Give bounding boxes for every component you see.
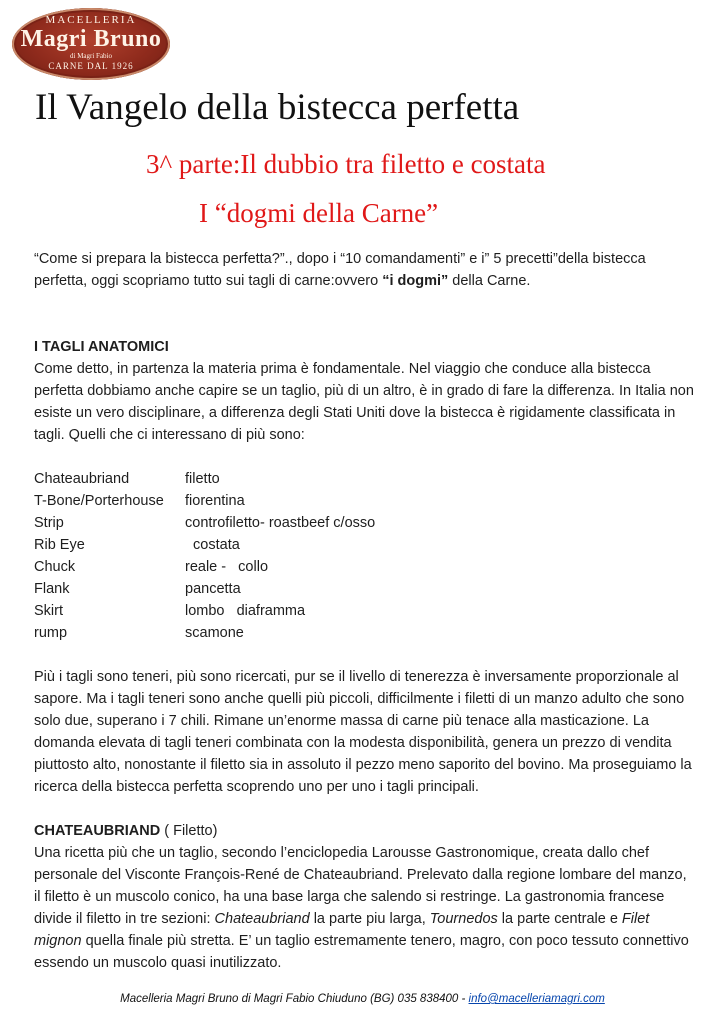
cut-name-it: lombo diaframma xyxy=(185,603,306,619)
section-heading-note: ( Filetto) xyxy=(160,823,218,839)
chateaubriand-text-1: Una ricetta più che un taglio, secondo l’enciclopedia Larousse Gastronomique, creata dallo chef personale del Visconte François-René de Chateaubriand. Prelevato dalla regione lombare del manzo, il filetto è un muscolo conico, ha una base larga che salendo si restringe. La gastronomia francese divide il filetto in tre sezioni: xyxy=(34,845,687,927)
logo-line-macelleria: MACELLERIA xyxy=(45,14,137,26)
cut-name-en: Skirt xyxy=(34,603,63,619)
paragraph-tenerezza: Più i tagli sono teneri, più sono ricercati, pur se il livello di tenerezza è inversamente proporzionale al sapore. Ma i tagli teneri sono anche quelli più piccoli, difficilmente i filetti di un manzo adulto che sono solo due, superano i 7 chili. Rimane un’enorme massa di carne più tenace alla masticazione. La domanda elevata di tagli teneri combinata con la modesta disponibilità, genera un prezzo di vendita piuttosto alto, nonostante il filetto sia in assoluto il pezzo meno saporito del bovino. Ma proseguiamo la ricerca della bistecca perfetta scoprendo uno per uno i tagli principali. xyxy=(34,669,692,795)
cut-name-en: Chateaubriand xyxy=(34,471,130,487)
footer-text: Macelleria Magri Bruno di Magri Fabio Chiuduno (BG) xyxy=(120,993,398,1005)
intro-bold: “i dogmi” xyxy=(382,273,449,289)
chateaubriand-text-3: la parte centrale e xyxy=(497,911,622,927)
subtitle-part: 3^ parte:Il dubbio tra filetto e costata xyxy=(146,149,546,179)
cut-row xyxy=(34,468,694,490)
section-heading-chateaubriand-line xyxy=(34,820,694,842)
chateaubriand-text-2: la parte piu larga, xyxy=(309,911,430,927)
cut-name-en: T-Bone/Porterhouse xyxy=(34,493,164,509)
footer-email-link[interactable]: info@macelleriamagri.com xyxy=(468,993,605,1005)
chateaubriand-term-3: Filet mignon xyxy=(34,911,650,949)
cut-name-it: costata xyxy=(185,537,240,553)
cut-name-it: pancetta xyxy=(185,581,241,597)
intro-text-after: della Carne. xyxy=(448,273,531,289)
section-text-chateaubriand xyxy=(34,842,694,974)
intro-paragraph xyxy=(34,248,694,292)
chateaubriand-term-2: Tournedos xyxy=(429,911,498,927)
cut-name-it: filetto xyxy=(185,471,220,487)
cut-row xyxy=(34,600,694,622)
chateaubriand-text-4: quella finale più stretta. E’ un taglio estremamente tenero, magro, con poco tessuto connettivo essendo un muscolo quasi inutilizzato. xyxy=(34,933,689,971)
cut-name-en: Chuck xyxy=(34,559,76,575)
cut-name-it: fiorentina xyxy=(185,493,245,509)
cut-row xyxy=(34,556,694,578)
logo-line-since: CARNE DAL 1926 xyxy=(48,61,134,71)
cut-row xyxy=(34,578,694,600)
chateaubriand-term-1: Chateaubriand xyxy=(214,911,310,927)
cut-name-en: Flank xyxy=(34,581,70,597)
cuts-list xyxy=(34,468,694,644)
logo-line-owner: di Magri Fabio xyxy=(70,52,112,60)
section-heading-chateaubriand: CHATEAUBRIAND xyxy=(34,823,161,839)
footer-phone: 035 838400 - xyxy=(397,993,469,1005)
intro-text-before: “Come si prepara la bistecca perfetta?”., dopo i “10 comandamenti” e i” 5 precetti”della bistecca perfetta, oggi scopriamo tutto sui tagli di carne:ovvero xyxy=(34,251,646,289)
section-text-tagli: Come detto, in partenza la materia prima è fondamentale. Nel viaggio che conduce alla bistecca perfetta dobbiamo anche capire se un taglio, più di un altro, è in grado di fare la differenza. In Italia non esiste un vero disciplinare, a differenza degli Stati Uniti dove la bistecca è rigidamente classificata in tagli. Quelli che ci interessano di più sono: xyxy=(34,361,694,443)
cut-name-en: Rib Eye xyxy=(34,537,85,553)
cut-row xyxy=(34,534,694,556)
cut-name-en: Strip xyxy=(34,515,64,531)
cut-row xyxy=(34,622,694,644)
section-heading-tagli: I TAGLI ANATOMICI xyxy=(34,339,169,355)
cut-name-en: rump xyxy=(34,625,68,641)
logo xyxy=(12,8,170,80)
cut-name-it: controfiletto- roastbeef c/osso xyxy=(185,515,376,531)
article-body xyxy=(34,248,694,974)
page-footer xyxy=(0,993,725,1005)
cut-row xyxy=(34,490,694,512)
subtitle-dogmi: I “dogmi della Carne” xyxy=(199,198,439,228)
cut-row xyxy=(34,512,694,534)
logo-line-brand: Magri Bruno xyxy=(20,26,162,52)
cut-name-it: reale - collo xyxy=(185,559,269,575)
cut-name-it: scamone xyxy=(185,625,244,641)
page-title: Il Vangelo della bistecca perfetta xyxy=(35,87,520,128)
